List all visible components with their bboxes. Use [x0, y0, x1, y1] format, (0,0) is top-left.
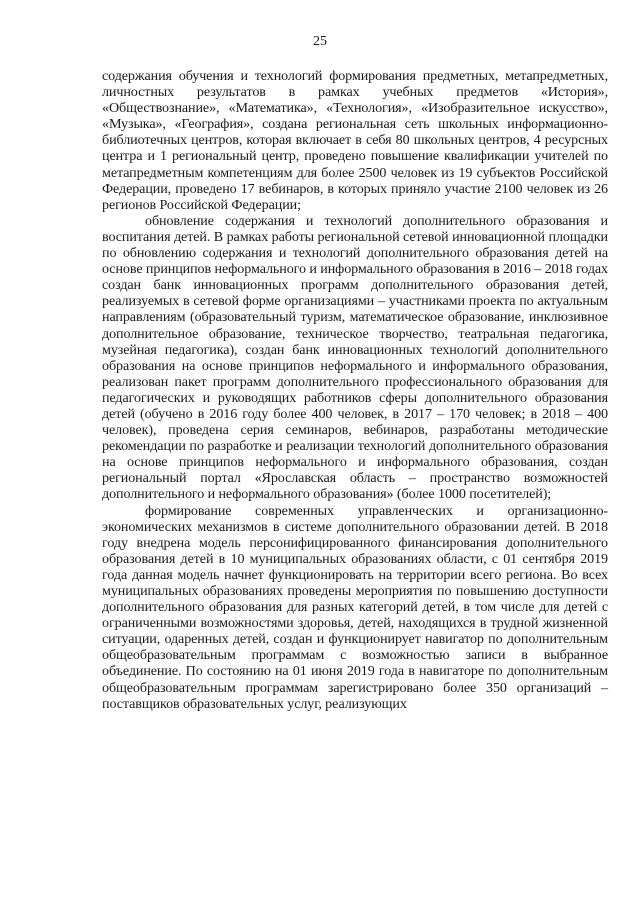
paragraph-management-mechanisms: формирование современных управленческих и организационно-экономических механизмов в системе дополнительного образовании детей. В 2018 году внедрена модель персонифицированного финансирования дополнительного образования детей в 10 муниципальных образованиях области, с 01 сентября 2019 года данная модель начнет функционировать на территории всего региона. Во всех муниципальных образованиях проведены мероприятия по повышению доступности дополнительного образования для разных категорий детей, в том числе для детей с ограниченными возможностями здоровья, детей, находящихся в трудной жизненной ситуации, одаренных детей, создан и функционирует навигатор по дополнительным общеобразовательным программам с возможностью записи в выбранное объединение. По состоянию на 01 июня 2019 года в навигаторе по дополнительным общеобразовательным программам зарегистрировано более 350 организаций – поставщиков образовательных услуг, реализующих: [102, 502, 608, 712]
paragraph-continuation: содержания обучения и технологий формирования предметных, метапредметных, личностных результатов в рамках учебных предметов «История», «Обществознание», «Математика», «Технология», «Изобразительное искусство», «Музыка», «География», создана региональная сеть школьных информационно-библиотечных центров, которая включает в себя 80 школьных центров, 4 ресурсных центра и 1 региональный центр, проведено повышение квалификации учителей по метапредметным компетенциям для более 2500 человек из 19 субъектов Российской Федерации, проведено 17 вебинаров, в которых приняло участие 2100 человек из 26 регионов Российской Федерации;: [102, 68, 608, 213]
paragraph-additional-education-update: обновление содержания и технологий дополнительного образования и воспитания детей. В рамках работы региональной сетевой инновационной площадки по обновлению содержания и технологий дополнительного образования детей на основе принципов неформального и информального образования в 2016 – 2018 годах создан банк инновационных программ дополнительного образования детей, реализуемых в сетевой форме организациями – участниками проекта по актуальным направлениям (образовательный туризм, математическое образование, инклюзивное дополнительное образование, техническое творчество, театральная педагогика, музейная педагогика), создан банк инновационных технологий дополнительного образования на основе принципов неформального и информального образования, реализован пакет программ дополнительного профессионального образования для педагогических и руководящих работников сферы дополнительного образования детей (обучено в 2016 году более 400 человек, в 2017 – 170 человек; в 2018 – 400 человек), проведена серия семинаров, вебинаров, разработаны методические рекомендации по разработке и реализации технологий дополнительного образования на основе принципов неформального и информального образования, создан региональный портал «Ярославская область – пространство возможностей дополнительного и неформального образования» (более 1000 посетителей);: [102, 212, 608, 503]
page-number: 25: [313, 34, 327, 49]
body-text: [102, 68, 608, 712]
